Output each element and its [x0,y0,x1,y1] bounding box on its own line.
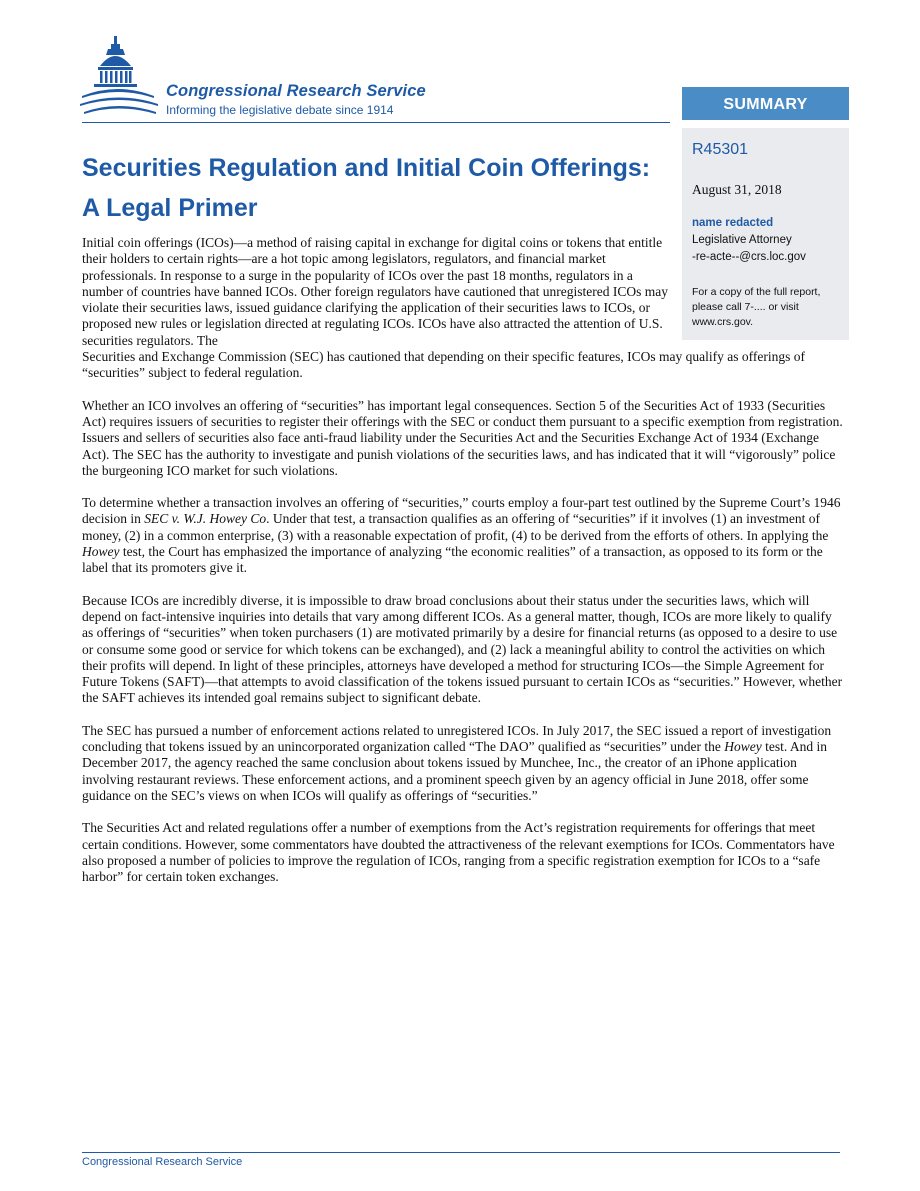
report-date: August 31, 2018 [692,182,782,197]
p5-text-a: The SEC has pursued a number of enforcement actions related to unregistered ICOs. In July 2017, the SEC issued a report of investigation concluding that tokens issued by an unincorporated organization called “The DAO” qualified as “securities” under the [82,722,832,755]
summary-label: SUMMARY [682,87,849,120]
case-name: SEC v. W.J. Howey Co [144,511,267,527]
paragraph-1-wide: Securities and Exchange Commission (SEC) has cautioned that depending on their specific features, ICOs may qualify as offerings of “securities” subject to federal regulation. [82,349,805,381]
paragraph-4: Because ICOs are incredibly diverse, it is impossible to draw broad conclusions about their status under the securities laws, which will depend on fact-intensive inquiries into details that vary among different ICOs. As a general matter, though, ICOs are more likely to qualify as offerings of “securities” when token purchasers (1) are motivated primarily by a desire for financial returns (as opposed to a desire to use or consume some good or service for which tokens can be exchanged), and (2) lack a meaningful ability to control the activities on which their profits will depend. In light of these principles, attorneys have developed a method for structuring ICOs—the Simple Agreement for Future Tokens (SAFT)—that attempts to avoid classification of the tokens issued pursuant to certain ICOs as “securities.” However, whether the SAFT achieves its intended goal remains subject to significant debate. [82,592,843,706]
author-name: name redacted [692,217,774,229]
title-line-2: A Legal Primer [82,194,258,222]
report-id: R45301 [692,141,749,158]
paragraph-5 [82,723,844,804]
author-title: Legislative Attorney [692,234,792,246]
p3-text-a: To determine whether a transaction involves an offering of “securities,” courts employ a four-part test outlined by the Supreme Court’s 1946 decision in [82,495,841,527]
org-tagline: Informing the legislative debate since 1914 [166,103,394,117]
header-divider [82,122,670,123]
p3-text-c: test, the Court has emphasized the importance of analyzing “the economic realities” of a transaction, as opposed to its form or the label that its promoters give it. [82,544,823,576]
org-name: Congressional Research Service [166,82,426,100]
paragraph-2: Whether an ICO involves an offering of “securities” has important legal consequences. Section 5 of the Securities Act of 1933 (Securities Act) requires issuers of securities to register their offerings with the SEC or conduct them pursuant to a specific exemption from registration. Issuers and sellers of securities also face anti-fraud liability under the Securities Act and the Securities Exchange Act of 1934 (Exchange Act). The SEC has the authority to investigate and punish violations of the securities laws, and has indicated that it will “vigorously” police the burgeoning ICO market for such violations. [82,397,843,478]
author-email[interactable]: -re-acte--@crs.loc.gov [692,251,806,263]
paragraph-1-narrow: Initial coin offerings (ICOs)—a method of raising capital in exchange for digital coins or tokens that entitle their holders to certain rights—are a hot topic among legislators, regulators, and financial market professionals. In response to a surge in the popularity of ICOs over the past 18 months, regulators in a number of countries have banned ICOs. Other foreign regulators have cautioned that unregistered ICOs may violate their securities laws, issued guidance clarifying the application of their securities laws to ICOs, or proposed new rules or legislation directed at regulating ICOs. ICOs have also attracted the attention of U.S. securities regulators. The [82,235,668,348]
capitol-dome-icon [78,34,168,126]
paragraph-1 [82,235,844,382]
howey-ref: Howey [82,544,120,560]
paragraph-3 [82,495,844,576]
summary-body [82,235,844,901]
p5-text-b: test. And in December 2017, the agency reached the same conclusion about tokens issued by Munchee, Inc., the creator of an iPhone application involving restaurant reviews. These enforcement actions, and a prominent speech given by an agency official in June 2018, offer some guidance on the SEC’s views on when ICOs will qualify as offerings of “securities.” [82,739,828,803]
paragraph-6: The Securities Act and related regulations offer a number of exemptions from the Act’s registration requirements for offerings that meet certain conditions. However, some commentators have doubted the attractiveness of the relevant exemptions for ICOs. Commentators have also proposed a number of policies to improve the regulation of ICOs, ranging from a specific registration exemption for ICOs to a “safe harbor” for certain token exchanges. [82,820,835,885]
page-title [82,148,682,228]
footer-text: Congressional Research Service [82,1156,243,1168]
copy-note: For a copy of the full report, please call 7-.... or visit www.crs.gov. [692,286,821,328]
crs-logo [78,34,478,126]
p3-text-b: . Under that test, a transaction qualifies as an offering of “securities” if it involves (1) an investment of money, (2) in a common enterprise, (3) with a reasonable expectation of profit, (4) to be derived from the efforts of others. In applying the [82,511,829,543]
howey-ref: Howey [724,739,762,755]
footer-divider [82,1152,840,1153]
title-line-1: Securities Regulation and Initial Coin Offerings: [82,154,651,182]
